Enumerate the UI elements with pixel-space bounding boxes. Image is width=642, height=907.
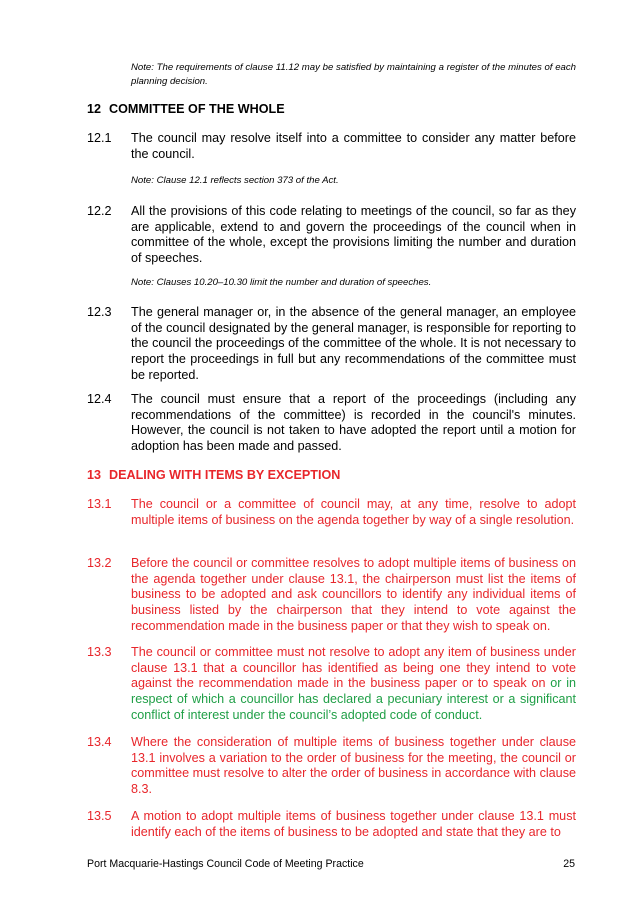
clause-number: 13.2 [87, 556, 112, 570]
clause-text-red: The council or committee must not resolve to adopt any item of business under clause 13.1 that a councillor has identified as being one they intend to vote against the recommendation made in the business paper or to speak on [131, 645, 576, 691]
note-12-2: Note: Clauses 10.20–10.30 limit the number and duration of speeches. [131, 277, 432, 288]
section-13-number: 13 [87, 468, 102, 482]
clause-number: 13.5 [87, 809, 112, 823]
clause-text: The council may resolve itself into a committee to consider any matter before the council. [131, 131, 576, 161]
clause-number: 12.2 [87, 204, 112, 218]
page-footer [87, 857, 575, 871]
clause-text: A motion to adopt multiple items of business together under clause 13.1 must identify each of the items of business to be adopted and state that they are to [131, 809, 576, 839]
section-12-heading [87, 101, 285, 117]
note-11-12: Note: The requirements of clause 11.12 may be satisfied by maintaining a register of the minutes of each planning decision. [131, 62, 576, 87]
page-number: 25 [563, 858, 575, 870]
clause-number: 13.3 [87, 645, 112, 659]
note-12-1: Note: Clause 12.1 reflects section 373 of the Act. [131, 175, 339, 186]
section-12-number: 12 [87, 102, 102, 116]
section-12-title: COMMITTEE OF THE WHOLE [109, 102, 285, 116]
clause-number: 13.1 [87, 497, 112, 511]
section-13-title: DEALING WITH ITEMS BY EXCEPTION [109, 468, 341, 482]
clause-number: 12.3 [87, 305, 112, 319]
clause-text: All the provisions of this code relating to meetings of the council, so far as they are applicable, extend to and govern the proceedings of the council when in committee of the whole, except the provisions limiting the number and duration of speeches. [131, 204, 576, 266]
clause-text-green: or in respect of which a councillor has declared a pecuniary interest or a significant conflict of interest under the council’s adopted code of conduct. [131, 676, 576, 722]
clause-text: Before the council or committee resolves to adopt multiple items of business on the agenda together under clause 13.1, the chairperson must list the items of business to be adopted and ask councillors to identify any individual items of business listed by the chairperson that they intend to vote against the recommendation made in the business paper or that they wish to speak on. [131, 556, 576, 633]
clause-text: The general manager or, in the absence of the general manager, an employee of the council designated by the general manager, is responsible for reporting to the council the proceedings of the committee of the whole. It is not necessary to report the proceedings in full but any recommendations of the committee must be reported. [131, 305, 576, 382]
clause-number: 13.4 [87, 735, 112, 749]
clause-number: 12.4 [87, 392, 112, 406]
section-13-heading [87, 467, 340, 483]
clause-number: 12.1 [87, 131, 112, 145]
clause-text: The council or a committee of council may, at any time, resolve to adopt multiple items of business on the agenda together by way of a single resolution. [131, 497, 576, 527]
clause-text: The council must ensure that a report of the proceedings (including any recommendations of the committee) is recorded in the council's minutes. However, the council is not taken to have adopted the report until a motion for adoption has been made and passed. [131, 392, 576, 454]
footer-title: Port Macquarie-Hastings Council Code of Meeting Practice [87, 858, 364, 870]
clause-text [131, 645, 576, 724]
clause-text: Where the consideration of multiple items of business together under clause 13.1 involves a variation to the order of business for the meeting, the council or committee must resolve to alter the order of business in accordance with clause 8.3. [131, 735, 576, 797]
